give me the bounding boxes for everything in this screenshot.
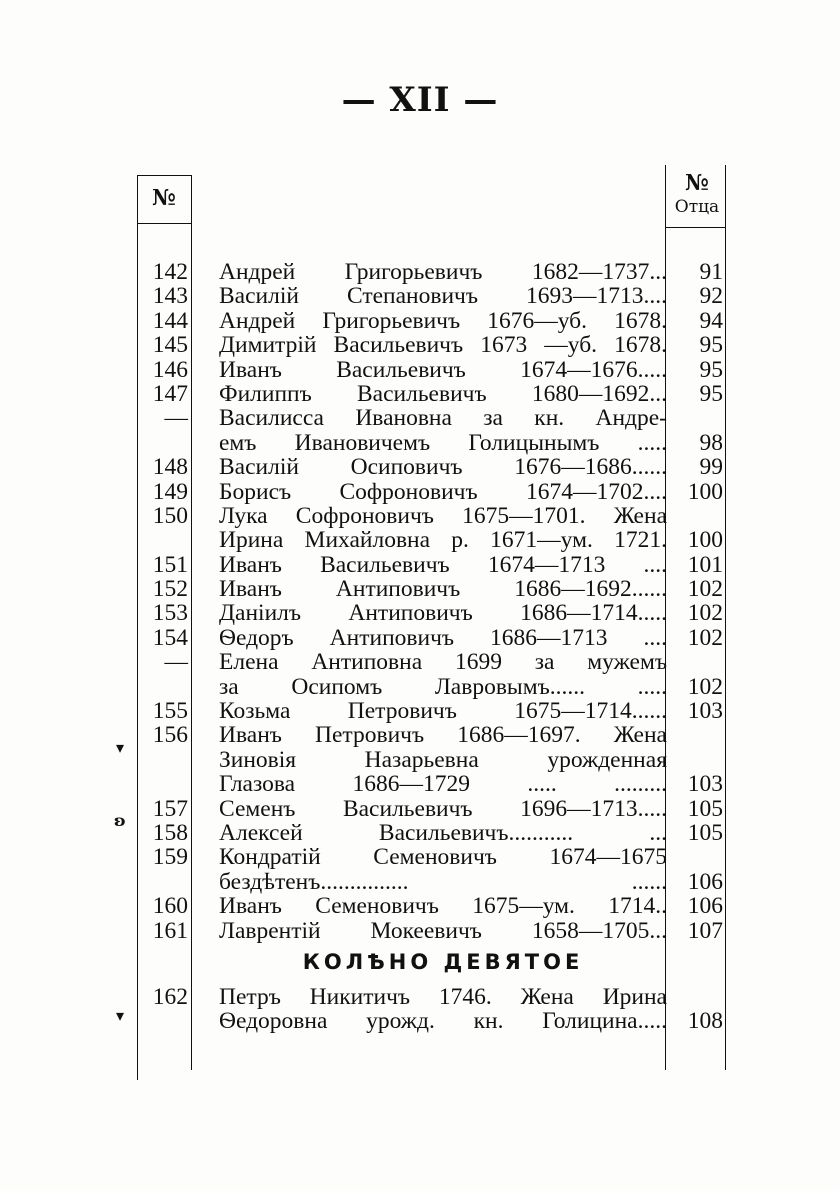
father-number: 106 bbox=[687, 868, 723, 895]
margin-mark-162: ▾ bbox=[116, 1006, 125, 1025]
table-row bbox=[137, 675, 727, 699]
entry-text: Семенъ Васильевичъ 1696—1713..... bbox=[219, 796, 667, 821]
entry-text: емъ Ивановичемъ Голицынымъ ..... bbox=[219, 430, 667, 456]
table-row bbox=[137, 845, 727, 869]
page-header: — XII — bbox=[341, 80, 499, 120]
table-row bbox=[137, 260, 727, 284]
table-row bbox=[137, 797, 727, 821]
entry-number: 159 bbox=[152, 844, 188, 871]
father-number: 102 bbox=[687, 600, 723, 627]
entry-text: Иванъ Петровичъ 1686—1697. Жена bbox=[219, 723, 667, 748]
entry-number: 142 bbox=[152, 259, 188, 285]
table-row bbox=[137, 748, 727, 772]
number-column-header: № bbox=[152, 185, 176, 211]
entry-text: Андрей Григорьевичъ 1676—уб. 1678. bbox=[219, 308, 667, 334]
entry-number: 158 bbox=[152, 819, 188, 846]
table-row bbox=[137, 382, 727, 406]
table-body bbox=[137, 260, 727, 1034]
father-number: 95 bbox=[699, 332, 723, 359]
entry-text: Иванъ Семеновичъ 1675—ум. 1714.. bbox=[219, 894, 667, 919]
table-row bbox=[137, 358, 727, 382]
entry-text: бездѣтенъ............... ...... bbox=[219, 869, 667, 895]
entry-text: Глазова 1686—1729 ..... ......... bbox=[219, 772, 667, 797]
father-number: 95 bbox=[699, 380, 723, 407]
table-row bbox=[137, 431, 727, 455]
entry-text: Петръ Никитичъ 1746. Жена Ирина bbox=[219, 984, 667, 1010]
entry-text: Лука Софроновичъ 1675—1701. Жена bbox=[219, 503, 667, 529]
entry-text: Василій Степановичъ 1693—1713.... bbox=[219, 284, 667, 309]
entry-number: 146 bbox=[152, 356, 188, 383]
entry-number: 154 bbox=[152, 624, 188, 651]
father-number: 105 bbox=[687, 819, 723, 846]
table-row bbox=[137, 455, 727, 479]
entry-number: 161 bbox=[152, 917, 188, 944]
father-number: 102 bbox=[687, 673, 723, 700]
father-number: 108 bbox=[687, 1008, 723, 1035]
father-number: 105 bbox=[687, 795, 723, 822]
genealogy-table bbox=[137, 165, 727, 1075]
entry-number: 151 bbox=[152, 551, 188, 578]
table-row bbox=[137, 333, 727, 357]
entry-text: Димитрій Васильевичъ 1673 —уб. 1678. bbox=[219, 333, 667, 358]
entry-text: Иванъ Антиповичъ 1686—1692...... bbox=[219, 577, 667, 602]
entry-number: 148 bbox=[152, 454, 188, 481]
father-number: 98 bbox=[699, 429, 723, 456]
entry-text: Алексей Васильевичъ........... ... bbox=[219, 820, 667, 846]
table-row bbox=[137, 821, 727, 845]
father-number: 106 bbox=[687, 893, 723, 920]
entry-text: Ѳедоръ Антиповичъ 1686—1713 .... bbox=[219, 625, 667, 651]
father-number-sign: № bbox=[685, 170, 709, 196]
entry-number: 162 bbox=[152, 983, 188, 1010]
father-label: Отца bbox=[674, 197, 720, 217]
entry-text: Ирина Михайловна р. 1671—ум. 1721. bbox=[219, 528, 667, 553]
table-row bbox=[137, 1009, 727, 1033]
entry-number: 152 bbox=[152, 576, 188, 603]
table-row bbox=[137, 553, 727, 577]
table-row bbox=[137, 919, 727, 943]
entry-number: 156 bbox=[152, 722, 188, 749]
father-number: 94 bbox=[699, 307, 723, 334]
table-row bbox=[137, 406, 727, 430]
table-row bbox=[137, 870, 727, 894]
father-number: 103 bbox=[687, 698, 723, 725]
father-number: 107 bbox=[687, 917, 723, 944]
entry-number: — bbox=[164, 405, 188, 432]
num-header-rule bbox=[137, 223, 192, 224]
margin-mark-157: ʚ bbox=[114, 811, 126, 830]
father-number: 103 bbox=[687, 771, 723, 798]
father-number: 99 bbox=[699, 454, 723, 481]
margin-mark-156: ▾ bbox=[116, 738, 125, 757]
entry-text: Елена Антиповна 1699 за мужемъ bbox=[219, 650, 667, 675]
table-row bbox=[137, 284, 727, 308]
entry-number: 149 bbox=[152, 478, 188, 505]
table-row bbox=[137, 723, 727, 747]
table-row bbox=[137, 528, 727, 552]
table-row bbox=[137, 577, 727, 601]
entry-text: Василисса Ивановна за кн. Андре- bbox=[219, 406, 667, 431]
table-row bbox=[137, 480, 727, 504]
table-row bbox=[137, 772, 727, 796]
table-row bbox=[137, 650, 727, 674]
table-row bbox=[137, 504, 727, 528]
entry-text: Лаврентій Мокеевичъ 1658—1705... bbox=[219, 918, 667, 943]
entry-text: Зиновія Назарьевна урожденная bbox=[219, 747, 667, 773]
entry-text: за Осипомъ Лавровымъ...... ..... bbox=[219, 674, 667, 700]
entry-text: Борисъ Софроновичъ 1674—1702.... bbox=[219, 479, 667, 504]
table-row bbox=[137, 309, 727, 333]
entry-number: — bbox=[164, 649, 188, 676]
entry-text: Андрей Григорьевичъ 1682—1737... bbox=[219, 260, 667, 285]
entry-text: Козьма Петровичъ 1675—1714...... bbox=[219, 699, 667, 724]
father-number: 91 bbox=[699, 259, 723, 285]
father-number: 95 bbox=[699, 356, 723, 383]
entry-text: Даніилъ Антиповичъ 1686—1714..... bbox=[219, 601, 667, 626]
table-row bbox=[137, 626, 727, 650]
entry-number: 144 bbox=[152, 307, 188, 334]
father-number: 100 bbox=[687, 527, 723, 554]
entry-number: 143 bbox=[152, 283, 188, 310]
entry-number: 145 bbox=[152, 332, 188, 359]
section-row bbox=[137, 943, 727, 985]
table-row bbox=[137, 985, 727, 1009]
entry-text: Кондратій Семеновичъ 1674—1675 bbox=[219, 845, 667, 870]
section-title: КОЛѢНО ДЕВЯТОЕ bbox=[302, 949, 584, 974]
entry-text: Ѳедоровна урожд. кн. Голицина..... bbox=[219, 1009, 667, 1034]
father-number: 102 bbox=[687, 624, 723, 651]
entry-text: Иванъ Васильевичъ 1674—1676..... bbox=[219, 357, 667, 382]
entry-text: Филиппъ Васильевичъ 1680—1692... bbox=[219, 381, 667, 407]
father-number: 100 bbox=[687, 478, 723, 505]
father-number: 102 bbox=[687, 576, 723, 603]
father-number: 92 bbox=[699, 283, 723, 310]
entry-number: 160 bbox=[152, 893, 188, 920]
entry-number: 157 bbox=[152, 795, 188, 822]
father-number: 101 bbox=[687, 551, 723, 578]
table-row bbox=[137, 699, 727, 723]
entry-number: 153 bbox=[152, 600, 188, 627]
top-rule-left bbox=[137, 175, 192, 176]
father-column-header bbox=[667, 171, 727, 219]
entry-number: 155 bbox=[152, 698, 188, 725]
entry-text: Василій Осиповичъ 1676—1686...... bbox=[219, 455, 667, 480]
entry-number: 147 bbox=[152, 380, 188, 407]
table-row bbox=[137, 601, 727, 625]
entry-number: 150 bbox=[152, 502, 188, 529]
table-row bbox=[137, 894, 727, 918]
father-header-rule bbox=[665, 227, 726, 228]
entry-text: Иванъ Васильевичъ 1674—1713 .... bbox=[219, 552, 667, 578]
